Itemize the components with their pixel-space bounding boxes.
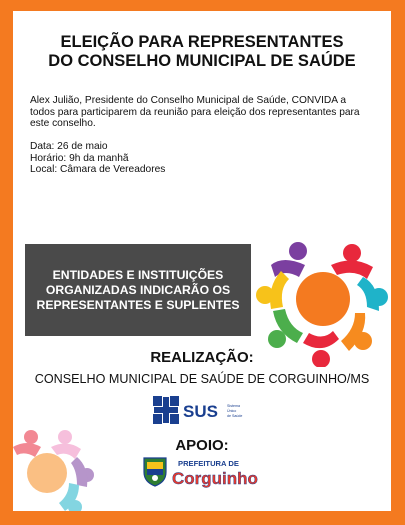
intro-line-3: este conselho.	[30, 118, 96, 129]
event-time: Horário: 9h da manhã	[30, 152, 129, 164]
intro-line-1: Alex Julião, Presidente do Conselho Municipal de Saúde, CONVIDA a	[30, 95, 346, 106]
entities-line-3: REPRESENTANTES E SUPLENTES	[36, 297, 240, 312]
realizacao-organizer: CONSELHO MUNICIPAL DE SAÚDE DE CORGUINHO/MS	[34, 372, 370, 386]
title-line-2: DO CONSELHO MUNICIPAL DE SAÚDE	[48, 52, 356, 70]
event-details	[30, 141, 165, 176]
realizacao-heading: REALIZAÇÃO:	[150, 349, 254, 366]
sus-sub-2: Único	[227, 409, 237, 413]
sus-cross-icon	[153, 396, 179, 424]
sus-logo	[151, 393, 251, 427]
event-place: Local: Câmara de Vereadores	[30, 164, 166, 176]
sus-sub-1: Sistema	[227, 404, 240, 408]
apoio-heading: APOIO:	[175, 437, 229, 454]
page-title	[13, 33, 391, 71]
prefeitura-logo	[141, 454, 271, 488]
corguinho-label: Corguinho	[172, 469, 258, 488]
municipal-crest-icon	[144, 458, 166, 486]
decorative-people-icon	[13, 423, 99, 511]
event-date: Data: 26 de maio	[30, 141, 108, 152]
sus-name: SUS	[183, 402, 218, 421]
entities-line-2: ORGANIZADAS INDICARÃO OS	[45, 282, 231, 297]
prefeitura-label: PREFEITURA DE	[178, 459, 239, 468]
intro-line-2: todos para participarem da reunião para eleição dos representantes para	[30, 106, 360, 118]
entities-line-1: ENTIDADES E INSTITUIÇÕES	[52, 267, 224, 282]
invitation-text	[30, 95, 380, 130]
sus-sub-3: de Saúde	[227, 414, 243, 418]
title-line-1: ELEIÇÃO PARA REPRESENTANTES	[60, 33, 344, 51]
entities-panel	[25, 244, 251, 336]
community-people-icon	[253, 229, 391, 367]
flyer-page	[13, 11, 391, 511]
